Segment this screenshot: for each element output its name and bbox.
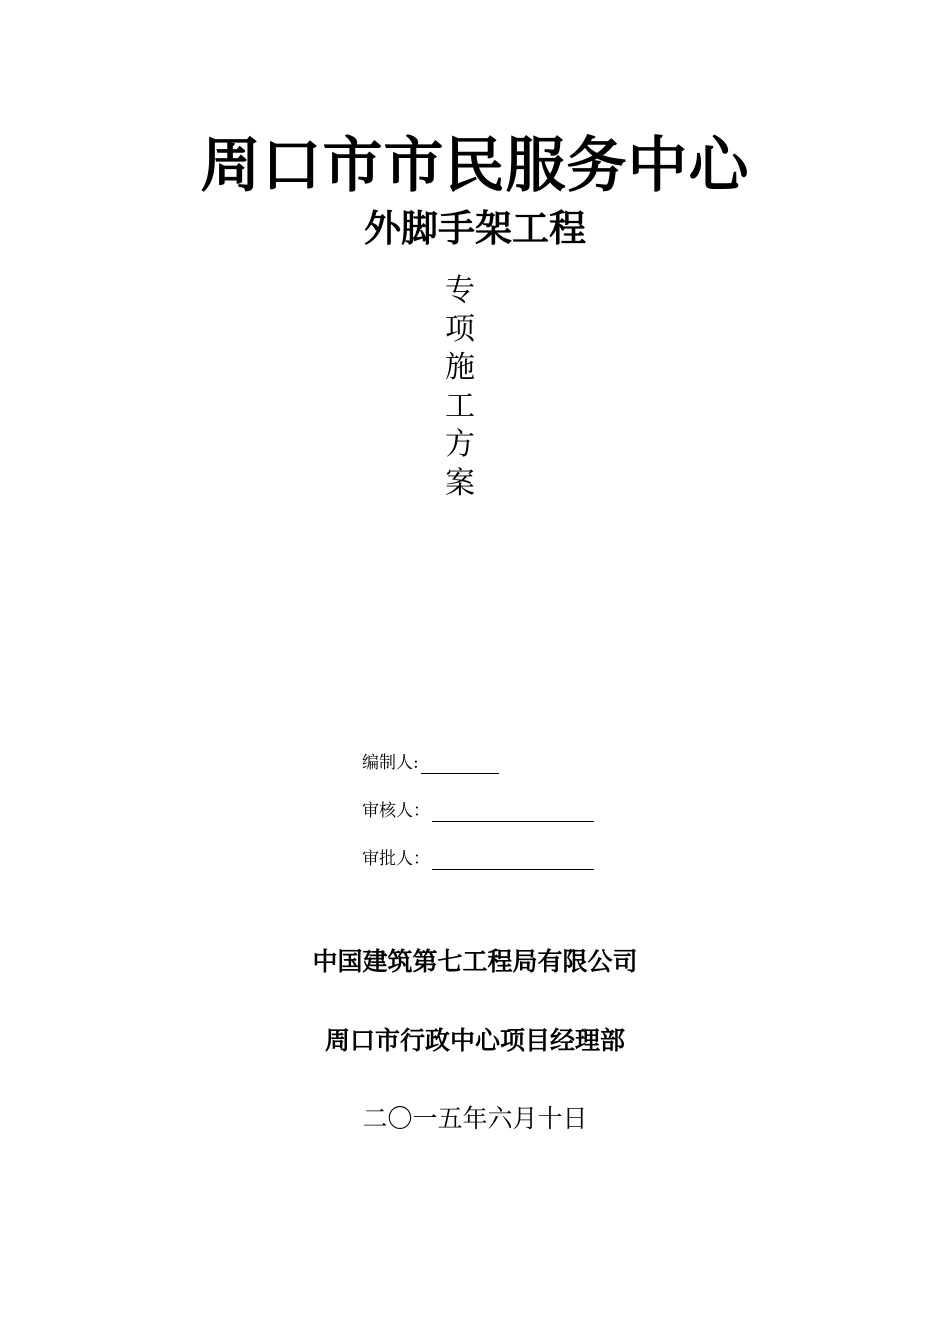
compiler-row xyxy=(362,748,499,774)
approver-row xyxy=(362,844,594,870)
compiler-signature-line[interactable] xyxy=(421,755,499,774)
company-name: 中国建筑第七工程局有限公司 xyxy=(312,947,638,976)
document-type-char: 施 xyxy=(445,350,475,385)
reviewer-label: 审核人： xyxy=(362,801,430,821)
reviewer-row xyxy=(362,796,594,822)
project-subtitle: 外脚手架工程 xyxy=(364,207,586,250)
document-date: 二〇一五年六月十日 xyxy=(362,1104,588,1133)
document-type-char: 专 xyxy=(445,273,475,308)
reviewer-signature-line[interactable] xyxy=(432,803,594,822)
department-name: 周口市行政中心项目经理部 xyxy=(324,1026,625,1055)
document-type-vertical xyxy=(435,272,485,503)
compiler-label: 编制人: xyxy=(362,753,419,773)
document-type-char: 方 xyxy=(445,427,475,462)
approver-signature-line[interactable] xyxy=(432,851,594,870)
approver-label: 审批人： xyxy=(362,849,430,869)
project-title: 周口市市民服务中心 xyxy=(200,131,750,201)
document-type-char: 项 xyxy=(445,311,475,347)
document-type-char: 案 xyxy=(445,465,475,501)
document-type-char: 工 xyxy=(445,388,475,424)
